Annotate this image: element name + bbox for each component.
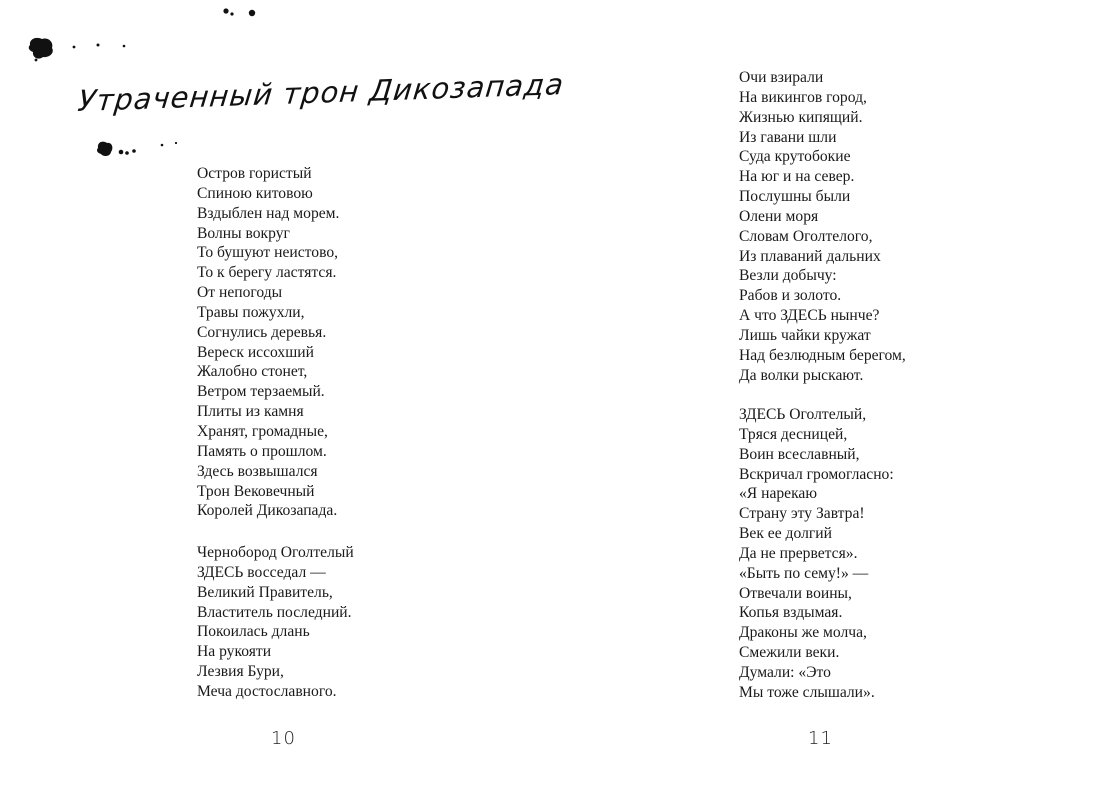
verse-line: Ветром терзаемый. (197, 383, 325, 401)
verse-line: На юг и на север. (739, 168, 855, 186)
verse-line: Волны вокруг (197, 224, 290, 242)
verse-line: Вереск иссохший (197, 343, 314, 361)
right-page (550, 0, 1100, 786)
verse-line: Думали: «Это (739, 663, 831, 681)
stanza-right-1 (739, 68, 906, 386)
verse-line: Тряся десницей, (739, 425, 848, 443)
verse-line: Драконы же молча, (739, 624, 867, 642)
verse-line: Королей Дикозапада. (197, 502, 338, 520)
verse-line: Остров гористый (197, 165, 312, 182)
verse-line: Копья вздымая. (739, 604, 843, 622)
verse-line: Олени моря (739, 207, 819, 225)
page-number-left: 10 (271, 728, 296, 749)
verse-line: Отвечали воины, (739, 584, 852, 602)
verse-line: Спиною китовою (197, 184, 313, 202)
verse-line: Да не прервется». (739, 544, 858, 562)
verse-line: ЗДЕСЬ Оголтелый, (739, 406, 867, 423)
verse-line: Лезвия Бури, (197, 663, 284, 681)
verse-line: Очи взирали (739, 69, 824, 86)
poem-title: Утраченный трон Дикозапада (76, 66, 566, 119)
verse-line: То к берегу ластятся. (197, 264, 337, 282)
verse-line: А что ЗДЕСЬ нынче? (739, 307, 880, 325)
verse-line: На викингов город, (739, 88, 867, 106)
page-number-right: 11 (808, 728, 833, 749)
verse-line: Страну эту Завтра! (739, 505, 865, 523)
verse-line: Плиты из камня (197, 403, 304, 421)
verse-line: От непогоды (197, 284, 283, 302)
verse-line: Чернобород Оголтелый (197, 544, 354, 561)
stanza-left-1 (197, 164, 339, 521)
verse-line: Меча достославного. (197, 682, 337, 700)
verse-line: Везли добычу: (739, 267, 837, 285)
stanza-right-2 (739, 405, 894, 703)
verse-line: Над безлюдным берегом, (739, 346, 906, 364)
verse-line: Жалобно стонет, (197, 363, 308, 381)
verse-line: Трон Вековечный (197, 482, 315, 500)
verse-line: Смежили веки. (739, 644, 840, 662)
verse-line: Из гавани шли (739, 128, 837, 146)
verse-line: Жизнью кипящий. (739, 108, 863, 126)
verse-line: Словам Оголтелого, (739, 227, 873, 245)
verse-line: Мы тоже слышали». (739, 683, 875, 701)
verse-line: Из плаваний дальних (739, 247, 881, 265)
verse-line: Век ее долгий (739, 525, 832, 543)
verse-line: На рукояти (197, 643, 272, 661)
verse-line: Здесь возвышался (197, 462, 318, 480)
stanza-left-2 (197, 543, 354, 702)
verse-line: Покоилась длань (197, 623, 310, 641)
verse-line: То бушуют неистово, (197, 244, 339, 262)
verse-line: Властитель последний. (197, 603, 352, 621)
verse-line: Травы пожухли, (197, 303, 305, 321)
verse-line: Да волки рыскают. (739, 366, 864, 384)
verse-line: Согнулись деревья. (197, 323, 327, 341)
verse-line: «Я нарекаю (739, 485, 817, 503)
verse-line: Рабов и золото. (739, 287, 842, 305)
verse-line: Великий Правитель, (197, 583, 333, 601)
verse-line: Суда крутобокие (739, 148, 851, 166)
verse-line: Вздыблен над морем. (197, 204, 340, 222)
verse-line: «Быть по сему!» — (739, 564, 869, 582)
verse-line: ЗДЕСЬ восседал — (197, 563, 326, 581)
verse-line: Лишь чайки кружат (739, 326, 871, 344)
verse-line: Послушны были (739, 188, 851, 206)
verse-line: Хранят, громадные, (197, 422, 328, 440)
verse-line: Воин всеславный, (739, 445, 860, 463)
verse-line: Вскричал громогласно: (739, 465, 894, 483)
verse-line: Память о прошлом. (197, 442, 327, 460)
